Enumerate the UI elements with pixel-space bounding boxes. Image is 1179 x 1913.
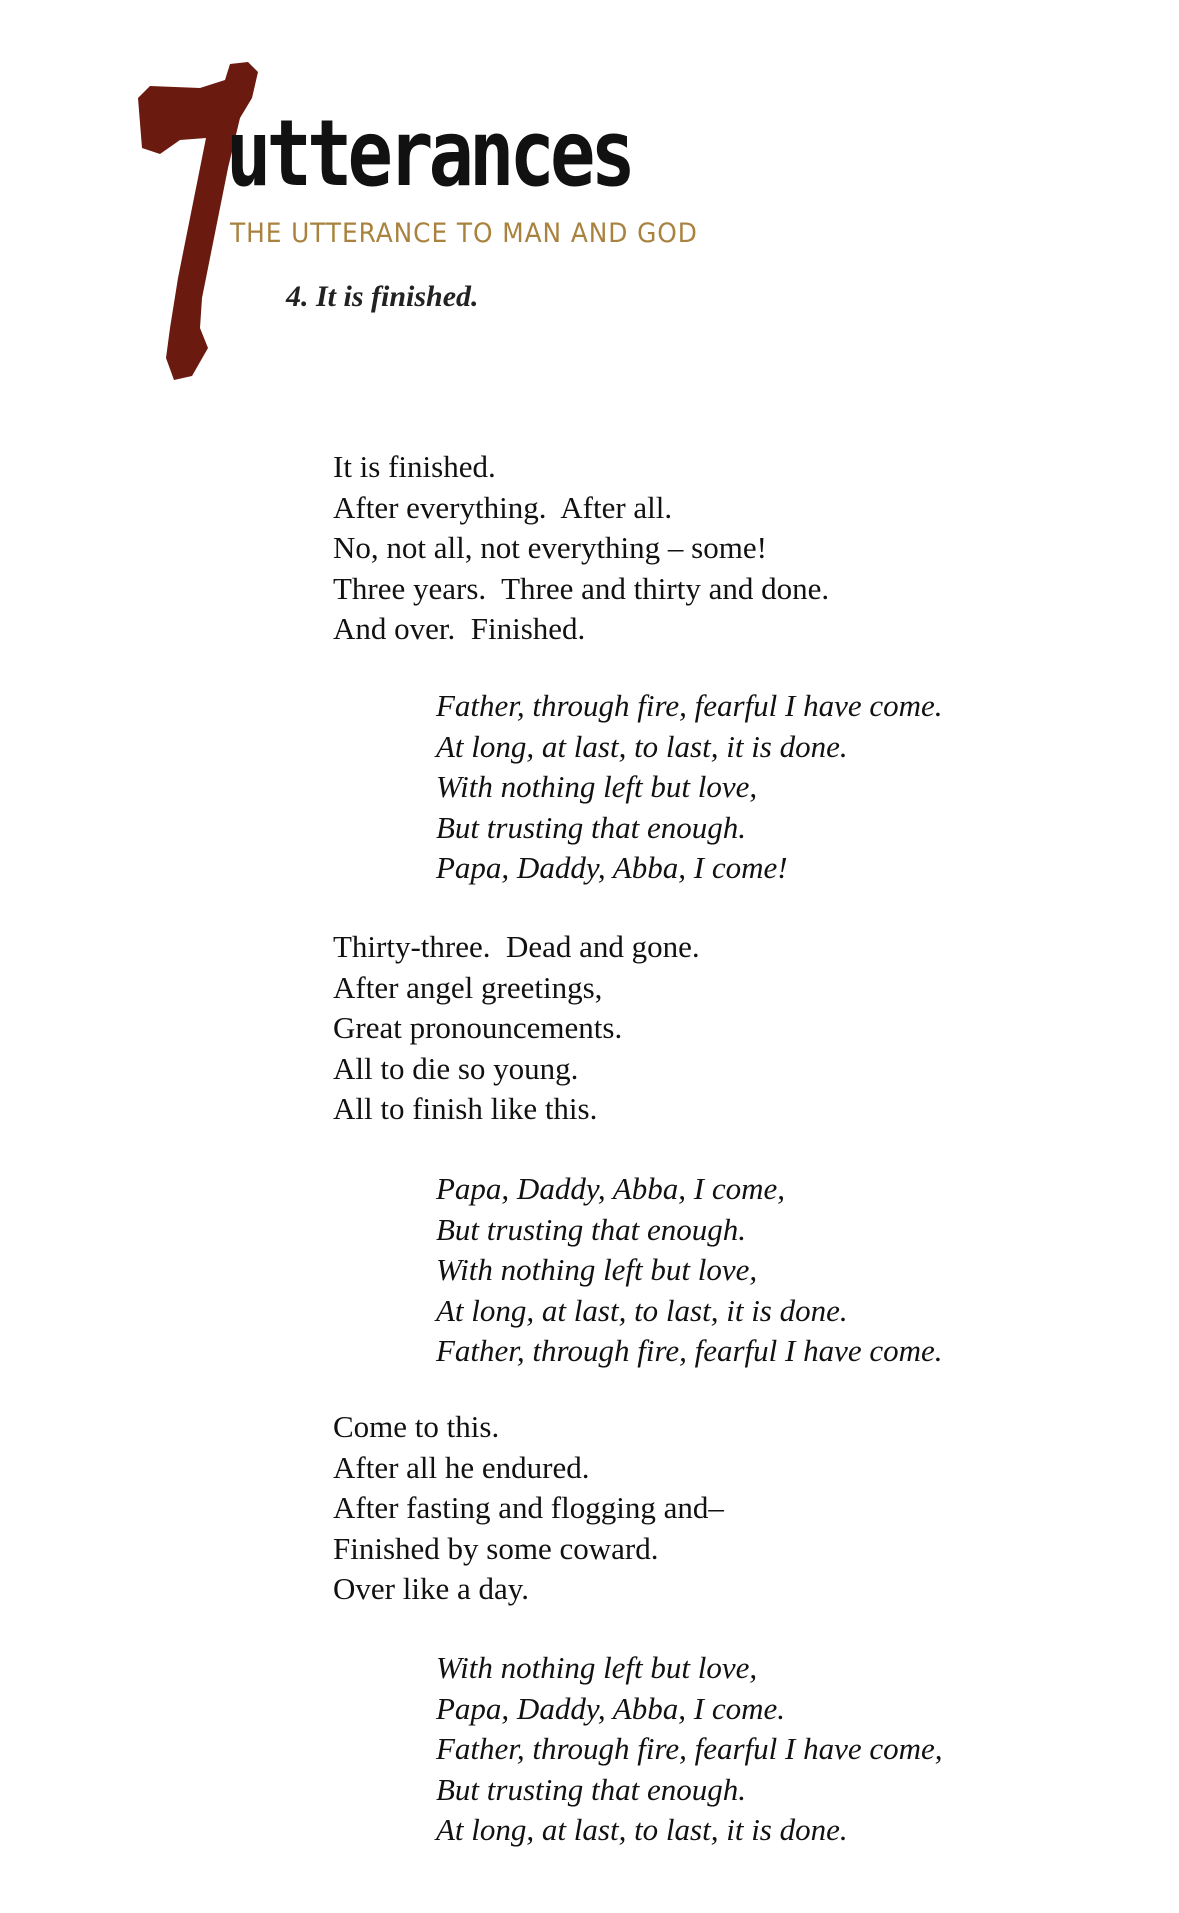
poem-line: All to finish like this. [333,1091,598,1126]
poem-line: Papa, Daddy, Abba, I come. [436,1690,785,1726]
refrain-stanza [436,686,943,889]
verse-stanza [333,447,829,650]
poem-line: No, not all, not everything – some! [333,530,767,565]
verse-stanza [333,927,700,1130]
poem-line: With nothing left but love, [436,1650,758,1685]
poem-line: After all he endured. [333,1449,590,1485]
poem-line: Over like a day. [333,1571,529,1606]
verse-stanza [333,1407,724,1610]
poem-line: With nothing left but love, [436,1252,758,1287]
poem-line: Father, through fire, fearful I have come. [436,1333,943,1368]
poem-line: After fasting and flogging and– [333,1490,724,1525]
poem-line: At long, at last, to last, it is done. [436,1292,848,1328]
poem-line: After everything. After all. [333,489,673,525]
poem-line: Come to this. [333,1409,500,1444]
poem-line: Finished by some coward. [333,1530,659,1566]
poem-line: All to die so young. [333,1050,579,1086]
poem-line: At long, at last, to last, it is done. [436,728,848,764]
poem-line: But trusting that enough. [436,1211,746,1247]
poem-line: With nothing left but love, [436,769,758,804]
poem-line: But trusting that enough. [436,809,746,845]
poem-line: Great pronouncements. [333,1010,623,1045]
poem-line: At long, at last, to last, it is done. [436,1812,848,1847]
poem-line: Papa, Daddy, Abba, I come! [436,850,788,885]
tagline: THE UTTERANCE TO MAN AND GOD [230,218,698,249]
poem-line: After angel greetings, [333,969,603,1005]
poem-line: And over. Finished. [333,611,586,646]
poem-line: It is finished. [333,449,496,484]
poem-line: But trusting that enough. [436,1771,746,1807]
brand-wordmark: utterances [226,100,631,207]
poem-line: Father, through fire, fearful I have come. [436,688,943,723]
refrain-stanza [436,1169,943,1372]
poem-line: Thirty-three. Dead and gone. [333,929,700,964]
section-heading: 4. It is finished. [286,280,479,313]
refrain-stanza [436,1648,943,1851]
poem-line: Three years. Three and thirty and done. [333,570,830,606]
poem-line: Papa, Daddy, Abba, I come, [436,1171,785,1206]
poem-line: Father, through fire, fearful I have come, [436,1731,943,1766]
